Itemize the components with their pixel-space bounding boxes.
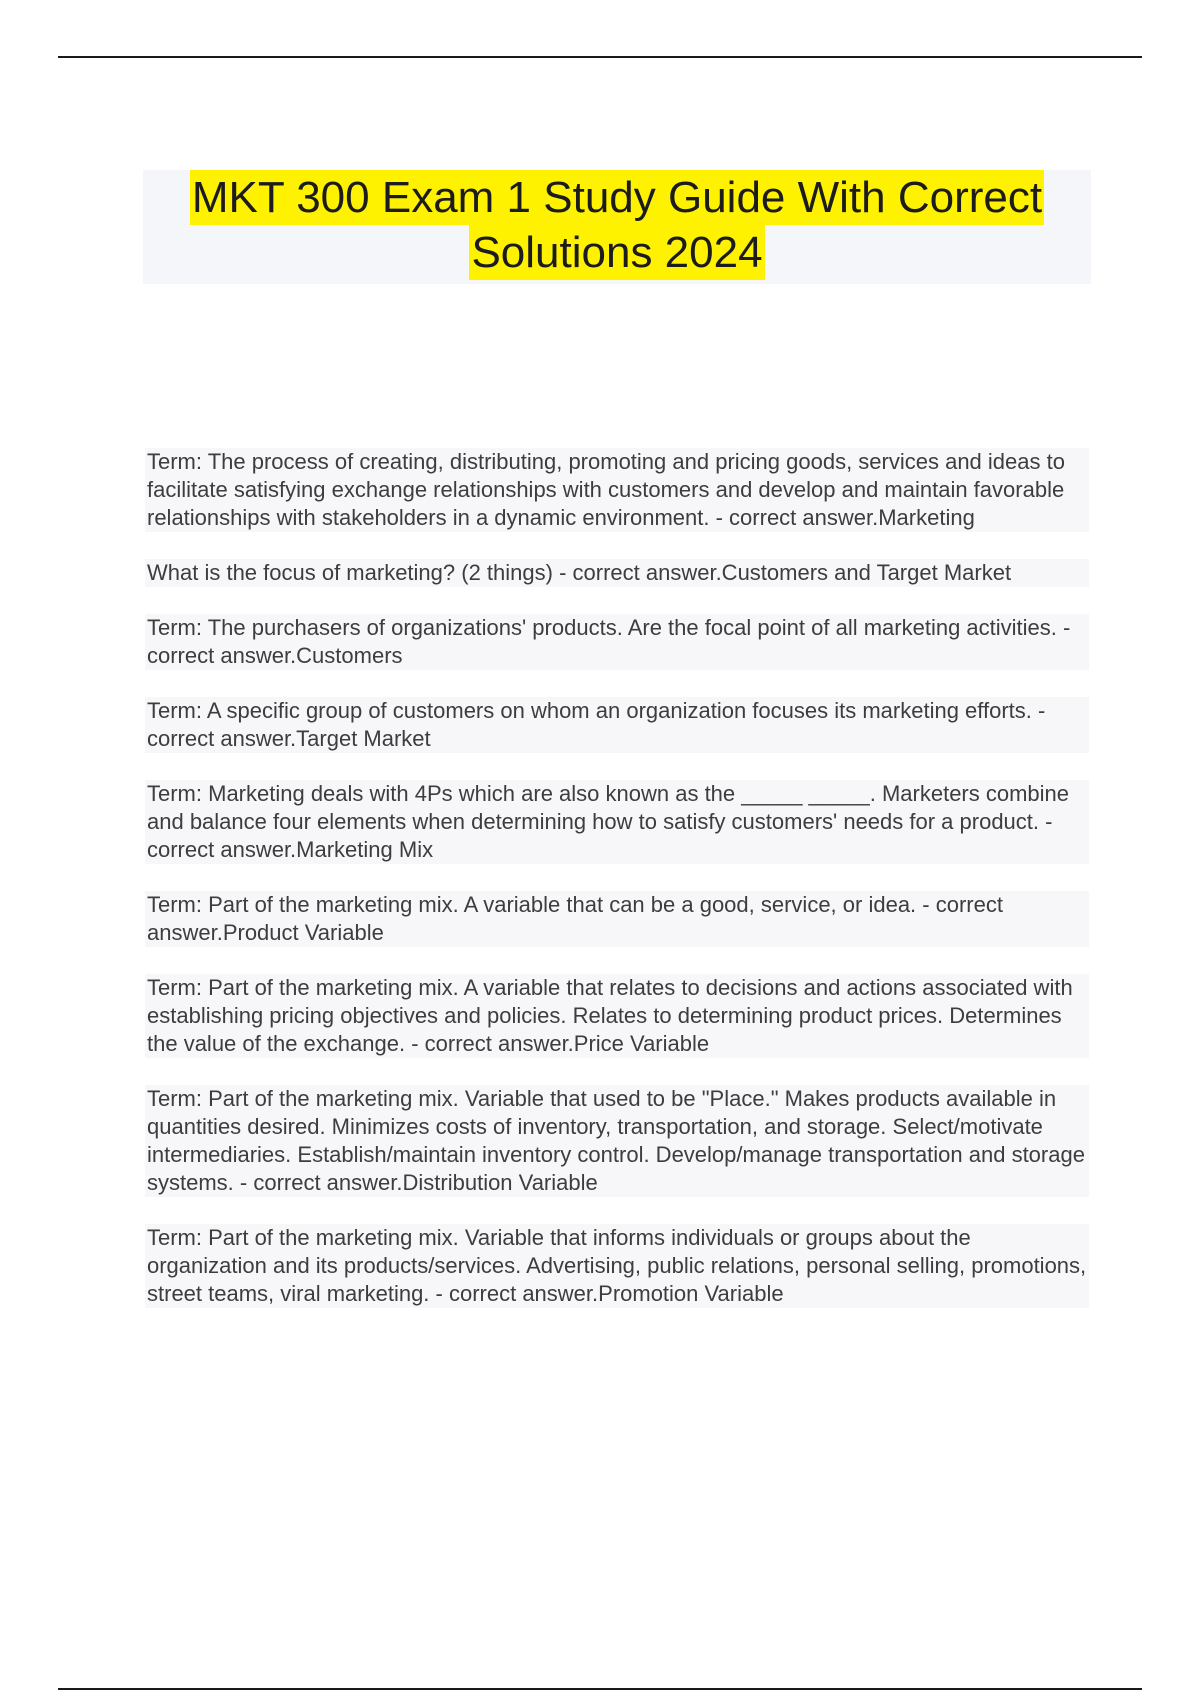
entry-distribution-variable: Term: Part of the marketing mix. Variable that used to be "Place." Makes products available in quantities desired. Minimizes costs of inventory, transportation, and storage. Select/motivate intermediaries. Establish/maintain inventory control. Develop/manage transportation and storage systems. - correct answer.Distribution Variable bbox=[145, 1085, 1089, 1197]
title-line-2: Solutions 2024 bbox=[469, 225, 764, 280]
entry-focus-of-marketing: What is the focus of marketing? (2 things) - correct answer.Customers and Target Market bbox=[145, 559, 1089, 587]
entry-marketing: Term: The process of creating, distributing, promoting and pricing goods, services and ideas to facilitate satisfying exchange relationships with customers and develop and maintain favorable relationships with stakeholders in a dynamic environment. - correct answer.Marketing bbox=[145, 448, 1089, 532]
entry-promotion-variable: Term: Part of the marketing mix. Variable that informs individuals or groups about the organization and its products/services. Advertising, public relations, personal selling, promotions, street teams, viral marketing. - correct answer.Promotion Variable bbox=[145, 1224, 1089, 1308]
entry-customers: Term: The purchasers of organizations' products. Are the focal point of all marketing activities. - correct answer.Customers bbox=[145, 614, 1089, 670]
entry-product-variable: Term: Part of the marketing mix. A variable that can be a good, service, or idea. - correct answer.Product Variable bbox=[145, 891, 1089, 947]
study-guide-entries bbox=[145, 448, 1089, 1335]
entry-target-market: Term: A specific group of customers on whom an organization focuses its marketing efforts. - correct answer.Target Market bbox=[145, 697, 1089, 753]
entry-price-variable: Term: Part of the marketing mix. A variable that relates to decisions and actions associated with establishing pricing objectives and policies. Relates to determining product prices. Determines the value of the exchange. - correct answer.Price Variable bbox=[145, 974, 1089, 1058]
document-title bbox=[143, 170, 1091, 284]
entry-marketing-mix: Term: Marketing deals with 4Ps which are also known as the _____ _____. Marketers combine and balance four elements when determining how to satisfy customers' needs for a product. - correct answer.Marketing Mix bbox=[145, 780, 1089, 864]
title-line-1: MKT 300 Exam 1 Study Guide With Correct bbox=[190, 170, 1044, 225]
bottom-rule bbox=[58, 1688, 1142, 1690]
top-rule bbox=[58, 56, 1142, 58]
